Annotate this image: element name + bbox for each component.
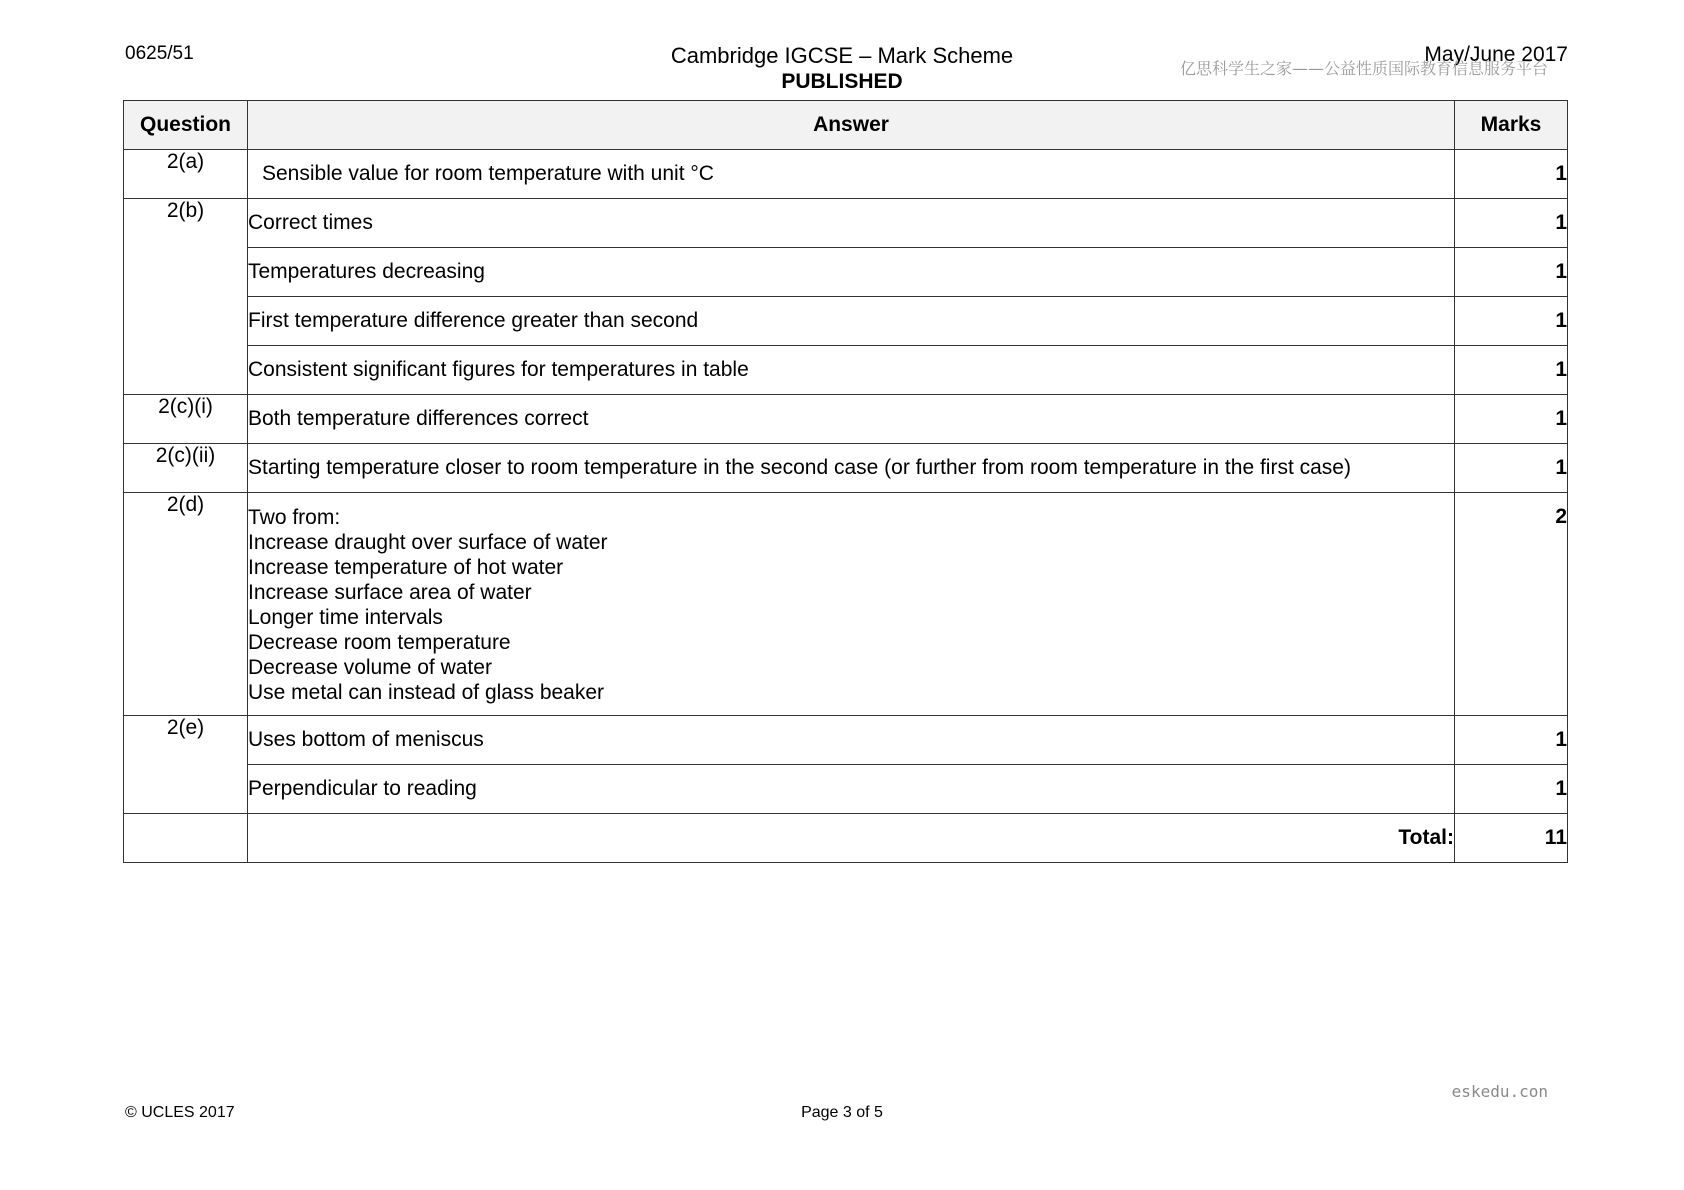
marks-cell: 1 — [1455, 346, 1568, 395]
question-number: 2(b) — [124, 199, 248, 395]
answer-cell: Starting temperature closer to room temperature in the second case (or further from room temperature in the first case) — [248, 444, 1455, 493]
question-number: 2(e) — [124, 716, 248, 814]
table-row — [124, 199, 1568, 248]
page-number: Page 3 of 5 — [801, 1104, 883, 1121]
answer-line: Two from: — [248, 506, 341, 529]
marks-cell: 1 — [1455, 444, 1568, 493]
marks-cell: 1 — [1455, 765, 1568, 814]
table-header-row — [124, 101, 1568, 150]
total-label: Total: — [248, 814, 1455, 863]
total-row — [124, 814, 1568, 863]
marks-cell: 1 — [1455, 150, 1568, 199]
exam-session: May/June 2017 — [1424, 43, 1568, 66]
table-row — [124, 716, 1568, 765]
answer-column-header: Answer — [248, 101, 1455, 150]
answer-cell: Perpendicular to reading — [248, 765, 1455, 814]
answer-cell: First temperature difference greater than second — [248, 297, 1455, 346]
answer-line: Increase temperature of hot water — [248, 556, 564, 579]
answer-line: Increase surface area of water — [248, 581, 532, 604]
question-number: 2(d) — [124, 493, 248, 716]
answer-cell: Sensible value for room temperature with unit °C — [248, 150, 1455, 199]
marks-cell: 1 — [1455, 297, 1568, 346]
marks-cell: 1 — [1455, 248, 1568, 297]
paper-code: 0625/51 — [125, 43, 194, 64]
table-row — [124, 493, 1568, 716]
answer-cell: Uses bottom of meniscus — [248, 716, 1455, 765]
table-row — [124, 150, 1568, 199]
question-column-header: Question — [124, 101, 248, 150]
marks-column-header: Marks — [1455, 101, 1568, 150]
answer-line: Decrease room temperature — [248, 631, 511, 654]
question-number: 2(c)(i) — [124, 395, 248, 444]
marks-cell: 1 — [1455, 716, 1568, 765]
marks-cell: 2 — [1455, 493, 1568, 716]
table-row — [124, 444, 1568, 493]
footer-watermark: eskedu.con — [1451, 1082, 1548, 1101]
total-marks: 11 — [1455, 814, 1568, 863]
watermark-text: 亿思科学生之家——公益性质国际教育信息服务平台 — [1179, 59, 1548, 78]
answer-line: Increase draught over surface of water — [248, 531, 608, 554]
published-label: PUBLISHED — [781, 70, 903, 93]
question-number: 2(c)(ii) — [124, 444, 248, 493]
question-number: 2(a) — [124, 150, 248, 199]
table-row — [124, 346, 1568, 395]
answer-line: Decrease volume of water — [248, 656, 492, 679]
table-row — [124, 297, 1568, 346]
answer-cell: Temperatures decreasing — [248, 248, 1455, 297]
marks-cell: 1 — [1455, 199, 1568, 248]
answer-cell: Consistent significant figures for temperatures in table — [248, 346, 1455, 395]
answer-cell: Correct times — [248, 199, 1455, 248]
table-row — [124, 248, 1568, 297]
answer-line: Use metal can instead of glass beaker — [248, 681, 605, 704]
table-row — [124, 765, 1568, 814]
table-row — [124, 395, 1568, 444]
copyright: © UCLES 2017 — [125, 1104, 235, 1121]
answer-cell: Both temperature differences correct — [248, 395, 1455, 444]
answer-line: Longer time intervals — [248, 606, 443, 629]
document-title: Cambridge IGCSE – Mark Scheme — [670, 43, 1014, 68]
empty-cell — [124, 814, 248, 863]
mark-scheme-table — [123, 100, 1568, 863]
answer-cell-list — [248, 493, 1455, 716]
marks-cell: 1 — [1455, 395, 1568, 444]
